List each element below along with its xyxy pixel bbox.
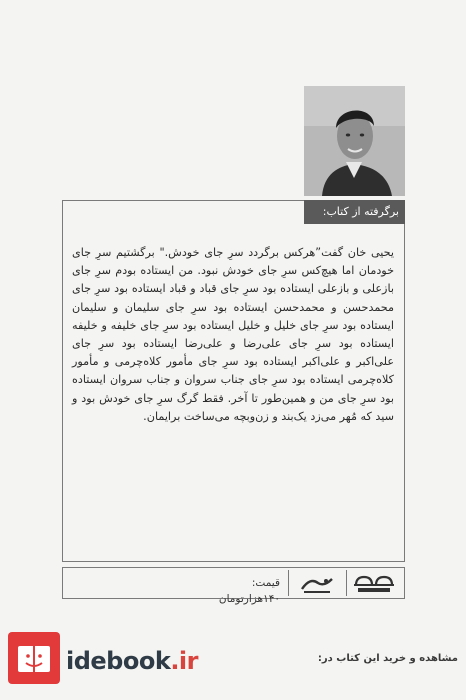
divider-left <box>288 570 289 596</box>
site-tld: .ir <box>170 647 198 675</box>
excerpt-label: برگرفته از کتاب: <box>304 200 405 224</box>
publisher-logo <box>352 573 396 595</box>
idebook-site-link[interactable] <box>66 647 198 675</box>
excerpt-text: یحیی خان گفت”هرکس برگردد سرِ جای خودش." برگشتیم سرِ جای خودمان اما هیچ‌کس سرِ جای خودش نبود. من ایستاده بودم سرِ جای بازعلی و بازعلی ایستاده بود سرِ جای قباد و قباد ایستاده بود سرِ جای محمدحسن و محمدحسن ایستاده بود سرِ جای سلیمان و سلیمان ایستاده بود سرِ جای خلیل و خلیل ایستاده بود سرِ جای خلیفه و خلیفه ایستاده بود سرِ جای علی‌رضا و علی‌رضا ایستاده بود سرِ جای علی‌اکبر و علی‌اکبر ایستاده بود سرِ جای مأمور کلاه‌چرمی و مأمور کلاه‌چرمی ایستاده بود سرِ جای جناب سروان و جناب سروان ایستاده بود سرِ جای من و همین‌طور تا آخر. فقط گرگ سرِ جای خودش بود و سید که مُهر می‌زد یک‌بند و زن‌وبچه می‌ساخت برایمان. <box>72 246 394 423</box>
idebook-logo-icon[interactable] <box>8 632 60 684</box>
site-name: idebook <box>66 647 171 675</box>
divider-right <box>346 570 347 596</box>
footer-cta: مشاهده و خرید این کتاب در: <box>317 653 458 664</box>
price-label: قیمت: ۱۴۰هزارتومان <box>218 577 280 605</box>
imprint-logo <box>296 573 338 595</box>
author-photo <box>304 86 405 196</box>
